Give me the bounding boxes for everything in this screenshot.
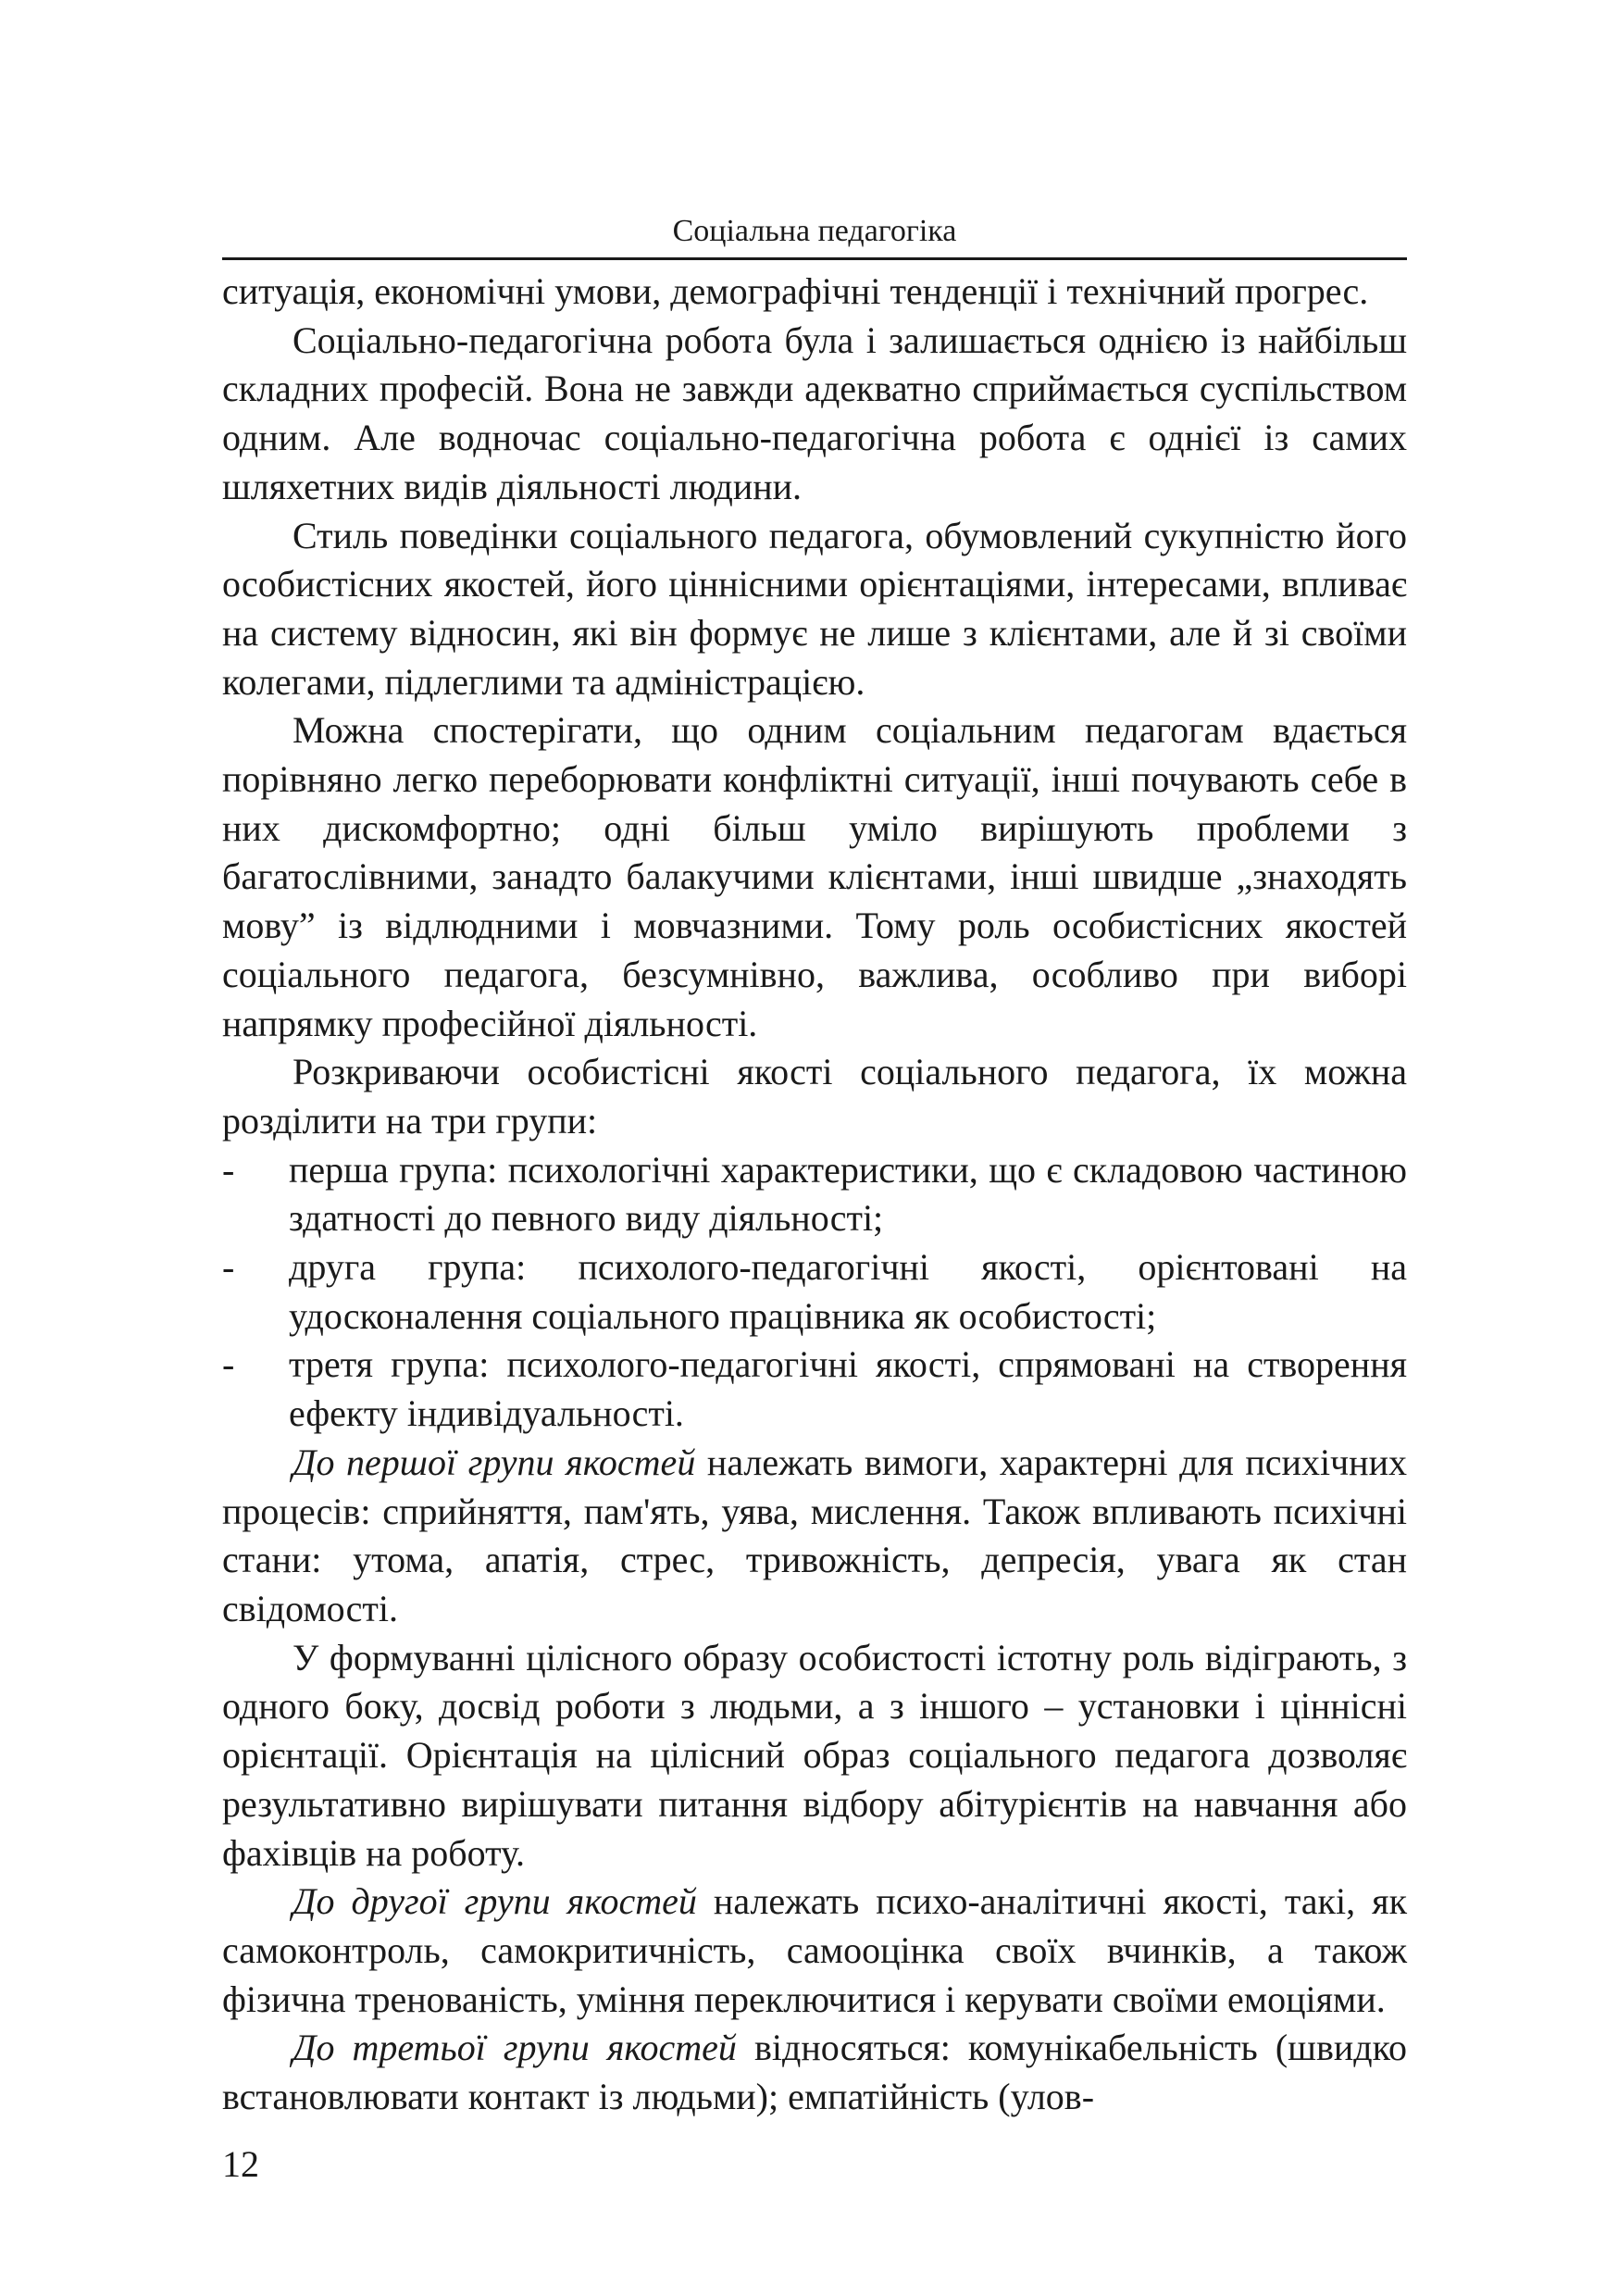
list-item	[222, 1146, 1407, 1243]
running-header: Соціальна педагогіка	[222, 211, 1407, 260]
page-content	[222, 211, 1407, 2122]
list-dash: -	[222, 1148, 235, 1191]
paragraph-rest: належать психо-аналітичні якості, такі, як самоконтроль, самокритичність, самооцінка своїх вчинків, а також фізична тренованість, уміння переключитися і керувати своїми емоціями.	[222, 1880, 1407, 2020]
list-item-text: друга група: психолого-педагогічні якості, орієнтовані на удосконалення соціального працівника як особистості;	[289, 1246, 1407, 1337]
paragraph	[222, 1439, 1407, 1634]
paragraph-rest: належать вимоги, характерні для психічних процесів: сприйняття, пам'ять, уява, мислення. Також впливають психічні стани: утома, апатія, стрес, тривожність, депресія, увага як стан свідомості.	[222, 1441, 1407, 1629]
list-item-text: перша група: психологічні характеристики, що є складовою частиною здатності до певного виду діяльності;	[289, 1148, 1407, 1240]
paragraph	[222, 1878, 1407, 2024]
body-text	[222, 268, 1407, 2122]
list-item-text: третя група: психолого-педагогічні якості, спрямовані на створення ефекту індивідуальності.	[289, 1343, 1407, 1435]
groups-list	[222, 1146, 1407, 1439]
paragraph: Стиль поведінки соціального педагога, обумовлений сукупністю його особистісних якостей, його ціннісними орієнтаціями, інтересами, впливає на систему відносин, які він формує не лише з клієнтами, але й зі своїми колегами, підлеглими та адміністрацією.	[222, 514, 1407, 703]
paragraph: Розкриваючи особистісні якості соціального педагога, їх можна розділити на три групи:	[222, 1051, 1407, 1142]
list-dash: -	[222, 1343, 235, 1386]
paragraph	[222, 2024, 1407, 2121]
paragraph-rest: відносяться: комунікабельність (швидко встановлювати контакт із людьми); емпатійність (улов-	[222, 2027, 1407, 2118]
paragraph: Соціально-педагогічна робота була і залишається однією із найбільш складних професій. Вона не завжди адекватно сприймається суспільством одним. Але водночас соціально-педагогічна робота є однієї із самих шляхетних видів діяльності людини.	[222, 318, 1407, 507]
list-item	[222, 1341, 1407, 1438]
italic-lead: До другої групи якостей	[292, 1880, 697, 1923]
paragraph: ситуація, економічні умови, демографічні тенденції і технічний прогрес.	[222, 270, 1369, 312]
paragraph: У формуванні цілісного образу особистості істотну роль відіграють, з одного боку, досвід роботи з людьми, а з іншого – установки і ціннісні орієнтації. Орієнтація на цілісний образ соціального педагога дозволяє результативно вирішувати питання відбору абітурієнтів на навчання або фахівців на роботу.	[222, 1636, 1407, 1874]
italic-lead: До першої групи якостей	[292, 1441, 696, 1483]
italic-lead: До третьої групи якостей	[292, 2027, 737, 2069]
paragraph: Можна спостерігати, що одним соціальним педагогам вдається порівняно легко переборювати конфліктні ситуації, інші почувають себе в них дискомфортно; одні більш уміло вирішують проблеми з багатослівними, занадто балакучими клієнтами, інші швидше „знаходять мову” із відлюдними і мовчазними. Тому роль особистісних якостей соціального педагога, безсумнівно, важлива, особливо при виборі напрямку професійної діяльності.	[222, 709, 1407, 1044]
list-item	[222, 1243, 1407, 1341]
page-number: 12	[222, 2143, 259, 2185]
list-dash: -	[222, 1246, 235, 1289]
